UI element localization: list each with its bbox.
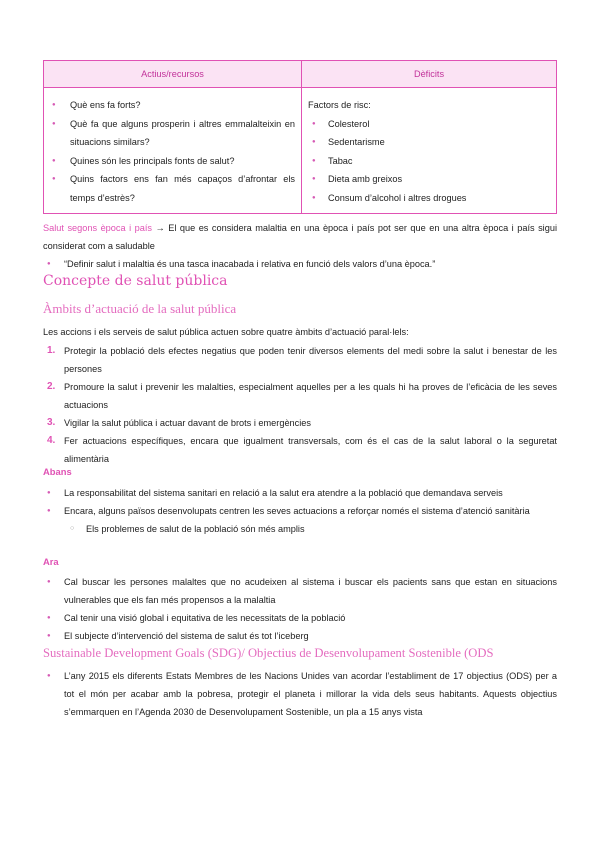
subsection-title-ambits: Àmbits d’actuació de la salut pública — [43, 301, 237, 316]
assets-deficits-table — [43, 60, 557, 214]
subsection-title-sdg: Sustainable Development Goals (SDG)/ Objectius de Desenvolupament Sostenible (ODS — [43, 646, 494, 660]
list-item: 2. Promoure la salut i prevenir les malalties, especialment aquelles per a les quals hi ha proves de l’eficàcia de les seves actuacions — [47, 381, 557, 410]
list-item: ● Què fa que alguns prosperin i altres emmalalteixin en situacions similars? — [50, 115, 295, 152]
list-item: 1. Protegir la població dels efectes negatius que poden tenir diversos elements del medi sobre la salut i benestar de les persones — [47, 345, 557, 374]
list-item: 4. Fer actuacions específiques, encara que igualment transversals, com és el cas de la salut laboral o la seguretat alimentària — [47, 435, 557, 464]
list-item: ● Colesterol — [308, 115, 550, 134]
list-item: ● “Definir salut i malaltia és una tasca inacabada i relativa en funció dels valors d’una època.” — [47, 259, 436, 269]
epoca-paragraph — [43, 219, 557, 255]
list-item: ● Cal buscar les persones malaltes que no acudeixen al sistema i buscar els pacients sans que estan en situacions vulnerables que els fan més propensos a la malaltia — [47, 577, 557, 605]
deficits-cell — [302, 88, 557, 214]
list-item: ● Sedentarisme — [308, 133, 550, 152]
list-item: ● Quins factors ens fan més capaços d’afrontar els temps d’estrès? — [50, 170, 295, 207]
list-subitem: ○ Els problemes de salut de la població són més amplis — [70, 524, 305, 534]
list-item: ● La responsabilitat del sistema sanitari en relació a la salut era atendre a la població que demandava serveis — [47, 488, 503, 498]
table-header-deficits: Dèficits — [302, 61, 557, 88]
epoca-quote: “Definir salut i malaltia és una tasca inacabada i relativa en funció dels valors d’una època.” — [64, 259, 436, 269]
abans-heading: Abans — [43, 466, 72, 477]
ambits-intro: Les accions i els serveis de salut pública actuen sobre quatre àmbits d’actuació paral·lels: — [43, 327, 409, 337]
table-header-assets: Actius/recursos — [44, 61, 302, 88]
list-item: ● Què ens fa forts? — [50, 96, 295, 115]
assets-cell — [44, 88, 302, 214]
epoca-quote-list — [43, 255, 557, 273]
list-item: 3. Vigilar la salut pública i actuar davant de brots i emergències — [47, 417, 312, 428]
list-item: ● L’any 2015 els diferents Estats Membres de les Nacions Unides van acordar l’establiment de 17 objectius (ODS) per a tot el món per acabar amb la pobresa, protegir el planeta i millorar la vida dels seus habitants. Aquests objectius s’emmarquen en l’Agenda 2030 de Desenvolupament Sostenible, un pla a 15 anys vista — [47, 671, 557, 717]
section-title-concepte: Concepte de salut pública — [43, 273, 228, 289]
list-item: ● El subjecte d’intervenció del sistema de salut és tot l’iceberg — [47, 631, 309, 641]
arrow-icon: → — [155, 223, 165, 233]
list-item: ● Consum d’alcohol i altres drogues — [308, 189, 550, 208]
epoca-label: Salut segons època i país — [43, 223, 153, 233]
list-item: ● Encara, alguns països desenvolupats centren les seves actuacions a reforçar només el sistema d’atenció sanitària — [47, 506, 530, 516]
abans-list — [43, 484, 557, 538]
epoca-text: El que es considera malaltia en una època i país pot ser que en una altra època i país sigui considerat com a saludable — [43, 223, 557, 251]
risk-factors-label: Factors de risc: — [308, 100, 371, 110]
ambits-numbered-list — [43, 342, 557, 468]
list-item: ● Quines són les principals fonts de salut? — [50, 152, 295, 171]
ara-heading: Ara — [43, 556, 59, 567]
sdg-list — [43, 667, 557, 721]
list-item: ● Dieta amb greixos — [308, 170, 550, 189]
list-item: ● Tabac — [308, 152, 550, 171]
ara-list — [43, 573, 557, 645]
list-item: ● Cal tenir una visió global i equitativa de les necessitats de la població — [47, 613, 346, 623]
